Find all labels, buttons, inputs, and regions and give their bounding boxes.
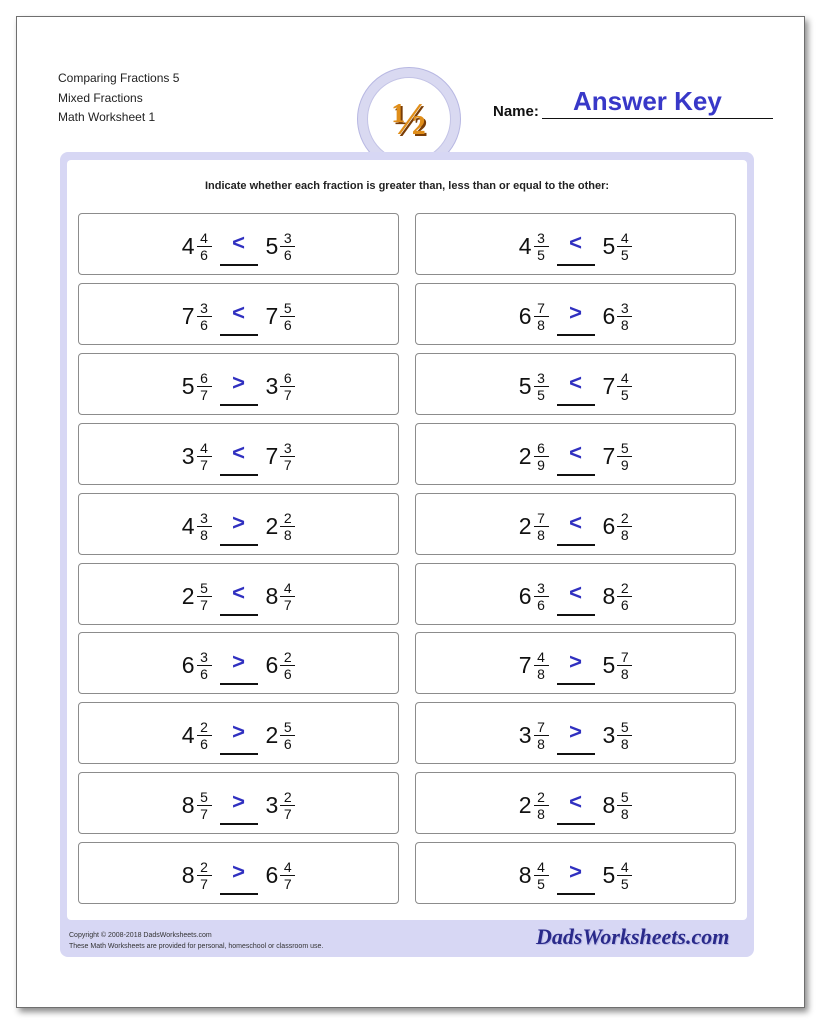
- fraction: [197, 859, 212, 892]
- numerator: 6: [200, 369, 208, 386]
- numerator: 4: [537, 648, 545, 665]
- fraction: [534, 649, 549, 682]
- answer-blank: [557, 512, 595, 546]
- comparison-answer: <: [232, 440, 245, 465]
- denominator: 6: [283, 665, 292, 682]
- fraction: [617, 230, 632, 263]
- whole-number: 2: [518, 512, 532, 539]
- answer-blank: [220, 512, 258, 546]
- whole-number: 6: [602, 512, 616, 539]
- worksheet-subtitle: Mixed Fractions: [58, 91, 143, 105]
- comparison-answer: >: [232, 859, 245, 884]
- comparison-answer: <: [232, 230, 245, 255]
- numerator: 4: [620, 369, 629, 386]
- answer-blank: [557, 791, 595, 825]
- right-mixed-number: [603, 440, 633, 473]
- whole-number: 7: [181, 302, 195, 329]
- numerator: 3: [537, 579, 545, 596]
- fraction: [617, 580, 632, 613]
- problem-box: [78, 213, 399, 275]
- whole-number: 8: [602, 791, 616, 818]
- right-mixed-number: [603, 230, 633, 263]
- answer-blank: [220, 721, 258, 755]
- answer-blank: [220, 791, 258, 825]
- denominator: 8: [620, 805, 629, 822]
- right-mixed-number: [603, 580, 633, 613]
- numerator: 3: [283, 439, 292, 456]
- name-label: Name:: [493, 103, 539, 120]
- copyright: [69, 930, 323, 952]
- left-mixed-number: [519, 649, 549, 682]
- fraction: [197, 580, 212, 613]
- whole-number: 7: [602, 372, 616, 399]
- numerator: 5: [620, 439, 629, 456]
- fraction: [534, 789, 549, 822]
- fraction: [617, 719, 632, 752]
- fraction: [534, 859, 549, 892]
- numerator: 3: [200, 648, 208, 665]
- fraction: [197, 440, 212, 473]
- usage-line: These Math Worksheets are provided for personal, homeschool or classroom use.: [69, 943, 324, 950]
- numerator: 2: [283, 648, 292, 665]
- left-mixed-number: [519, 719, 549, 752]
- right-mixed-number: [266, 649, 296, 682]
- left-mixed-number: [182, 719, 212, 752]
- fraction: [534, 300, 549, 333]
- left-mixed-number: [519, 230, 549, 263]
- whole-number: 5: [518, 372, 532, 399]
- left-mixed-number: [182, 300, 212, 333]
- numerator: 7: [537, 299, 545, 316]
- whole-number: 3: [265, 372, 279, 399]
- fraction: [534, 230, 549, 263]
- right-mixed-number: [266, 300, 296, 333]
- right-mixed-number: [266, 859, 296, 892]
- fraction: [280, 300, 295, 333]
- numerator: 5: [283, 718, 292, 735]
- left-mixed-number: [182, 510, 212, 543]
- answer-blank: [220, 582, 258, 616]
- whole-number: 3: [602, 721, 616, 748]
- problem-box: [415, 423, 736, 485]
- numerator: 2: [283, 788, 292, 805]
- problem-box: [78, 353, 399, 415]
- problem-box: [78, 283, 399, 345]
- problem-box: [78, 772, 399, 834]
- fraction: [280, 719, 295, 752]
- problem-box: [415, 213, 736, 275]
- comparison-answer: >: [569, 649, 582, 674]
- numerator: 5: [620, 788, 629, 805]
- denominator: 8: [537, 665, 545, 682]
- answer-blank: [557, 232, 595, 266]
- denominator: 6: [283, 316, 292, 333]
- denominator: 8: [537, 805, 545, 822]
- whole-number: 7: [265, 302, 279, 329]
- fraction: [280, 370, 295, 403]
- comparison-answer: >: [232, 510, 245, 535]
- left-mixed-number: [519, 370, 549, 403]
- denominator: 6: [620, 596, 629, 613]
- fraction: [197, 300, 212, 333]
- whole-number: 3: [518, 721, 532, 748]
- problem-box: [415, 632, 736, 694]
- whole-number: 4: [518, 232, 532, 259]
- left-mixed-number: [182, 789, 212, 822]
- whole-number: 3: [181, 442, 195, 469]
- fraction: [280, 440, 295, 473]
- numerator: 7: [537, 718, 545, 735]
- whole-number: 6: [181, 651, 195, 678]
- whole-number: 6: [518, 582, 532, 609]
- comparison-answer: <: [569, 580, 582, 605]
- problem-box: [78, 563, 399, 625]
- denominator: 6: [200, 665, 208, 682]
- right-mixed-number: [266, 440, 296, 473]
- right-mixed-number: [603, 859, 633, 892]
- numerator: 4: [283, 858, 292, 875]
- whole-number: 8: [602, 582, 616, 609]
- answer-blank: [557, 721, 595, 755]
- left-mixed-number: [182, 230, 212, 263]
- numerator: 3: [537, 369, 545, 386]
- comparison-answer: <: [569, 789, 582, 814]
- whole-number: 6: [518, 302, 532, 329]
- denominator: 9: [537, 456, 545, 473]
- answer-blank: [220, 232, 258, 266]
- whole-number: 2: [181, 582, 195, 609]
- right-mixed-number: [603, 719, 633, 752]
- numerator: 2: [200, 718, 208, 735]
- whole-number: 8: [265, 582, 279, 609]
- whole-number: 7: [265, 442, 279, 469]
- numerator: 4: [200, 439, 208, 456]
- denominator: 9: [620, 456, 629, 473]
- problem-box: [415, 493, 736, 555]
- fraction: [197, 370, 212, 403]
- left-mixed-number: [182, 859, 212, 892]
- fraction: [534, 440, 549, 473]
- denominator: 6: [200, 316, 208, 333]
- one-half-icon: ½: [391, 93, 427, 144]
- denominator: 6: [283, 735, 292, 752]
- name-line: [542, 118, 773, 119]
- fraction: [534, 719, 549, 752]
- numerator: 3: [537, 229, 545, 246]
- denominator: 7: [200, 456, 208, 473]
- numerator: 3: [200, 509, 208, 526]
- numerator: 2: [537, 788, 545, 805]
- fraction: [280, 230, 295, 263]
- left-mixed-number: [519, 440, 549, 473]
- fraction: [197, 719, 212, 752]
- left-mixed-number: [182, 649, 212, 682]
- right-mixed-number: [266, 719, 296, 752]
- whole-number: 4: [181, 512, 195, 539]
- numerator: 2: [200, 858, 208, 875]
- right-mixed-number: [603, 300, 633, 333]
- fraction: [280, 510, 295, 543]
- problem-box: [78, 493, 399, 555]
- whole-number: 2: [265, 512, 279, 539]
- answer-blank: [557, 372, 595, 406]
- copyright-line: Copyright © 2008-2018 DadsWorksheets.com: [69, 932, 212, 939]
- fraction: [534, 370, 549, 403]
- comparison-answer: <: [232, 300, 245, 325]
- fraction: [280, 859, 295, 892]
- right-mixed-number: [266, 370, 296, 403]
- denominator: 8: [537, 526, 545, 543]
- answer-blank: [220, 651, 258, 685]
- denominator: 7: [283, 386, 292, 403]
- whole-number: 2: [265, 721, 279, 748]
- denominator: 8: [620, 526, 629, 543]
- whole-number: 5: [181, 372, 195, 399]
- denominator: 8: [620, 665, 629, 682]
- whole-number: 5: [602, 861, 616, 888]
- denominator: 8: [283, 526, 292, 543]
- problem-box: [415, 842, 736, 904]
- fraction: [197, 230, 212, 263]
- comparison-answer: >: [232, 789, 245, 814]
- problem-box: [415, 563, 736, 625]
- answer-blank: [557, 302, 595, 336]
- right-mixed-number: [266, 510, 296, 543]
- right-mixed-number: [603, 789, 633, 822]
- denominator: 8: [620, 316, 629, 333]
- denominator: 8: [537, 316, 545, 333]
- whole-number: 5: [602, 232, 616, 259]
- denominator: 6: [200, 735, 208, 752]
- right-mixed-number: [603, 510, 633, 543]
- whole-number: 8: [518, 861, 532, 888]
- left-mixed-number: [182, 580, 212, 613]
- worksheet-number: Math Worksheet 1: [58, 110, 156, 124]
- numerator: 2: [620, 509, 629, 526]
- left-mixed-number: [519, 859, 549, 892]
- instructions: Indicate whether each fraction is greater than, less than or equal to the other:: [204, 180, 610, 192]
- right-mixed-number: [603, 370, 633, 403]
- denominator: 6: [200, 246, 208, 263]
- numerator: 2: [620, 579, 629, 596]
- problem-box: [415, 283, 736, 345]
- denominator: 6: [283, 246, 292, 263]
- fraction: [617, 859, 632, 892]
- worksheet-title: Comparing Fractions 5: [58, 71, 180, 85]
- denominator: 8: [200, 526, 208, 543]
- answer-blank: [557, 861, 595, 895]
- fraction: [280, 649, 295, 682]
- numerator: 3: [283, 229, 292, 246]
- fraction: [534, 510, 549, 543]
- numerator: 2: [283, 509, 292, 526]
- problem-box: [415, 702, 736, 764]
- numerator: 3: [200, 299, 208, 316]
- numerator: 6: [283, 369, 292, 386]
- denominator: 7: [283, 805, 292, 822]
- whole-number: 6: [602, 302, 616, 329]
- numerator: 5: [200, 579, 208, 596]
- denominator: 8: [620, 735, 629, 752]
- left-mixed-number: [519, 300, 549, 333]
- answer-blank: [557, 442, 595, 476]
- fraction: [617, 510, 632, 543]
- fraction: [197, 649, 212, 682]
- numerator: 3: [620, 299, 629, 316]
- problem-box: [78, 423, 399, 485]
- left-mixed-number: [519, 580, 549, 613]
- answer-blank: [220, 372, 258, 406]
- comparison-answer: >: [232, 649, 245, 674]
- left-mixed-number: [519, 789, 549, 822]
- right-mixed-number: [266, 789, 296, 822]
- whole-number: 7: [518, 651, 532, 678]
- whole-number: 2: [518, 791, 532, 818]
- numerator: 7: [537, 509, 545, 526]
- numerator: 4: [537, 858, 545, 875]
- right-mixed-number: [266, 230, 296, 263]
- comparison-answer: <: [232, 580, 245, 605]
- problem-box: [78, 632, 399, 694]
- denominator: 5: [620, 386, 629, 403]
- denominator: 7: [283, 875, 292, 892]
- fraction: [617, 649, 632, 682]
- answer-blank: [220, 442, 258, 476]
- whole-number: 5: [265, 232, 279, 259]
- denominator: 7: [200, 875, 208, 892]
- fraction: [617, 789, 632, 822]
- numerator: 5: [283, 299, 292, 316]
- right-mixed-number: [603, 649, 633, 682]
- left-mixed-number: [182, 440, 212, 473]
- fraction: [280, 789, 295, 822]
- numerator: 6: [537, 439, 545, 456]
- answer-blank: [557, 582, 595, 616]
- denominator: 5: [537, 246, 545, 263]
- comparison-answer: >: [569, 859, 582, 884]
- denominator: 7: [283, 456, 292, 473]
- whole-number: 4: [181, 232, 195, 259]
- whole-number: 6: [265, 651, 279, 678]
- whole-number: 8: [181, 861, 195, 888]
- numerator: 4: [283, 579, 292, 596]
- answer-key-text: Answer Key: [573, 86, 722, 116]
- left-mixed-number: [519, 510, 549, 543]
- answer-blank: [220, 861, 258, 895]
- fraction: [617, 300, 632, 333]
- right-mixed-number: [266, 580, 296, 613]
- numerator: 4: [620, 858, 629, 875]
- whole-number: 3: [265, 791, 279, 818]
- whole-number: 7: [602, 442, 616, 469]
- answer-blank: [557, 651, 595, 685]
- denominator: 5: [620, 875, 629, 892]
- comparison-answer: <: [569, 510, 582, 535]
- numerator: 5: [620, 718, 629, 735]
- denominator: 7: [200, 805, 208, 822]
- fraction: [197, 789, 212, 822]
- fraction: [197, 510, 212, 543]
- comparison-answer: <: [569, 370, 582, 395]
- denominator: 5: [620, 246, 629, 263]
- numerator: 4: [200, 229, 208, 246]
- denominator: 5: [537, 875, 545, 892]
- denominator: 7: [283, 596, 292, 613]
- denominator: 5: [537, 386, 545, 403]
- comparison-answer: <: [569, 440, 582, 465]
- fraction: [280, 580, 295, 613]
- comparison-answer: >: [232, 719, 245, 744]
- denominator: 6: [537, 596, 545, 613]
- left-mixed-number: [182, 370, 212, 403]
- comparison-answer: >: [232, 370, 245, 395]
- numerator: 5: [200, 788, 208, 805]
- fraction: [534, 580, 549, 613]
- comparison-answer: <: [569, 230, 582, 255]
- problem-box: [415, 353, 736, 415]
- comparison-answer: >: [569, 300, 582, 325]
- answer-blank: [220, 302, 258, 336]
- brand-logo: DadsWorksheets.com: [536, 924, 730, 949]
- problem-box: [78, 842, 399, 904]
- numerator: 7: [620, 648, 629, 665]
- denominator: 8: [537, 735, 545, 752]
- comparison-answer: >: [569, 719, 582, 744]
- fraction: [617, 440, 632, 473]
- whole-number: 8: [181, 791, 195, 818]
- denominator: 7: [200, 386, 208, 403]
- whole-number: 2: [518, 442, 532, 469]
- fraction: [617, 370, 632, 403]
- whole-number: 5: [602, 651, 616, 678]
- denominator: 7: [200, 596, 208, 613]
- numerator: 4: [620, 229, 629, 246]
- problem-box: [78, 702, 399, 764]
- whole-number: 6: [265, 861, 279, 888]
- whole-number: 4: [181, 721, 195, 748]
- problem-box: [415, 772, 736, 834]
